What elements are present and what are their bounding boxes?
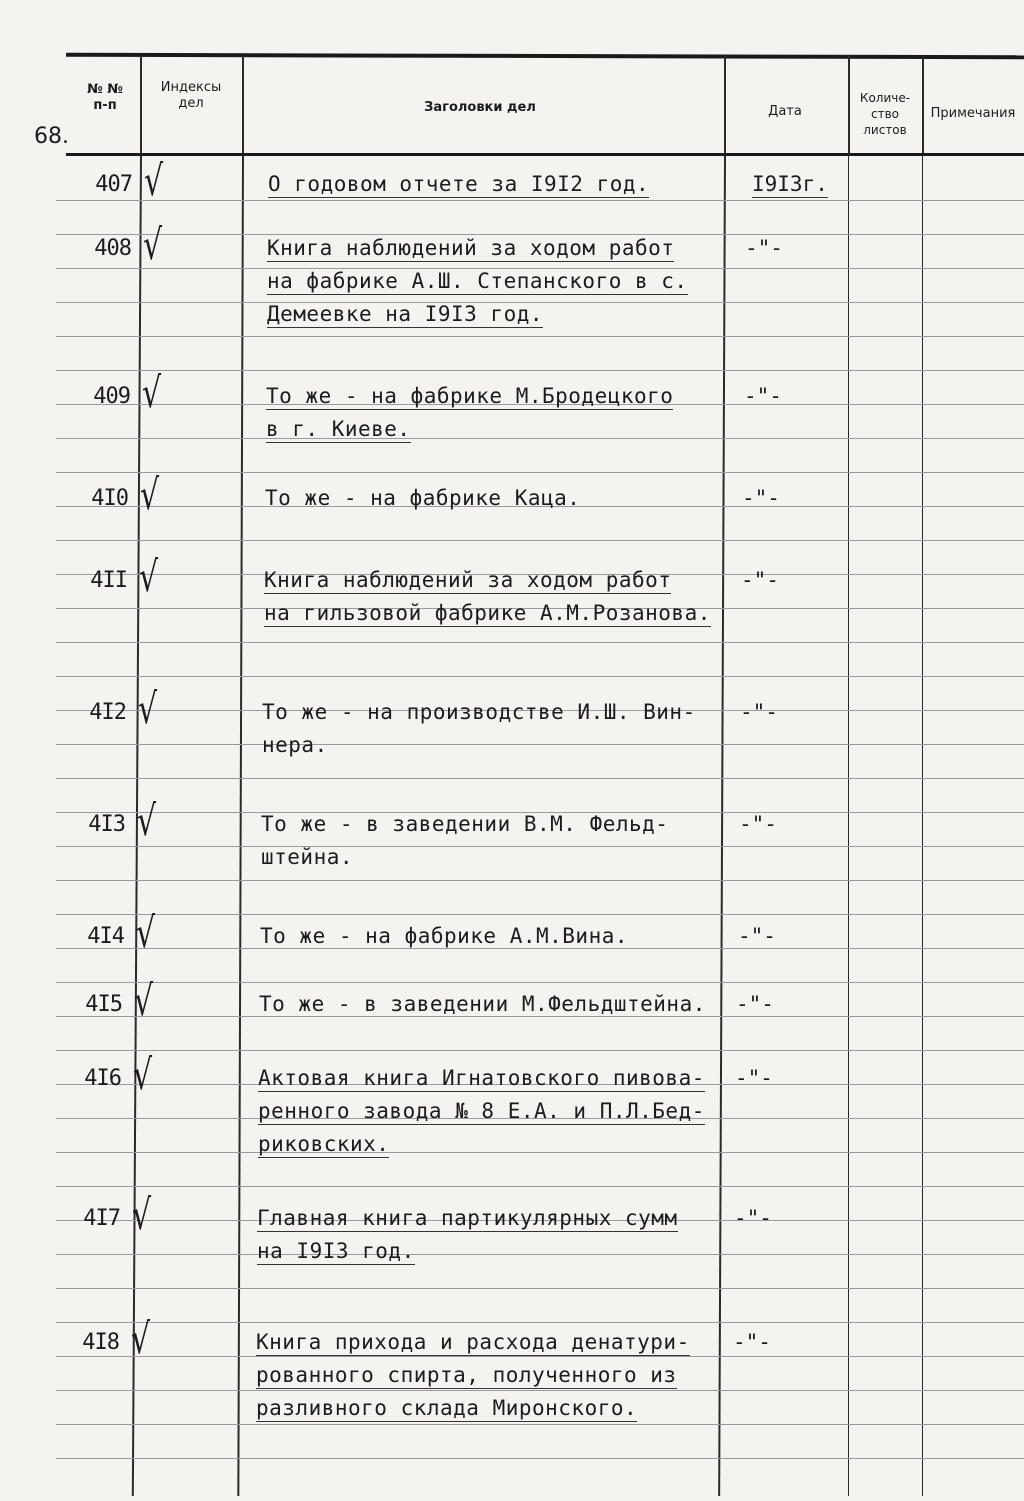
header-number: № № п-п	[87, 82, 123, 113]
record-title-line: на гильзовой фабрике А.М.Розанова.	[264, 601, 711, 625]
header-divider	[140, 56, 142, 154]
record-title-line: штейна.	[261, 845, 354, 869]
record-number: 4I4	[87, 924, 124, 949]
ruled-line	[56, 370, 1024, 371]
record-title-line: разливного склада Миронского.	[256, 1396, 638, 1420]
record-number: 407	[95, 172, 132, 197]
record-title-line: То же - на фабрике Каца.	[265, 486, 581, 510]
record-title-line: Главная книга партикулярных сумм	[257, 1206, 678, 1230]
ruled-line	[56, 438, 1024, 439]
header-sheets: Количе- ство листов	[859, 91, 911, 137]
header-notes: Примечания	[930, 106, 1016, 121]
column-divider	[237, 156, 244, 1496]
record-date: -"-	[740, 700, 778, 724]
ruled-line	[56, 1254, 1024, 1255]
ruled-line	[56, 1424, 1024, 1425]
record-title-line: рованного спирта, полученного из	[256, 1363, 677, 1387]
record-title-line: на фабрике А.Ш. Степанского в с.	[267, 269, 688, 293]
ruled-line	[56, 846, 1024, 847]
checkmark-icon: √	[134, 977, 154, 1026]
record-date: -"-	[741, 568, 779, 592]
ruled-line	[56, 1322, 1024, 1323]
record-title-line: О годовом отчете за I9I2 год.	[268, 172, 650, 196]
record-number: 409	[93, 384, 130, 409]
header-index: Индексы дел	[160, 80, 222, 111]
record-title-line: нера.	[262, 733, 328, 757]
record-date: -"-	[744, 384, 782, 408]
record-title-line: То же - в заведении М.Фельдштейна.	[259, 992, 706, 1016]
checkmark-icon: √	[142, 369, 162, 418]
header-divider	[724, 56, 726, 154]
record-number: 408	[94, 236, 131, 261]
header-divider	[922, 56, 924, 154]
ruled-line	[56, 744, 1024, 745]
record-title-line: Актовая книга Игнатовского пивова-	[258, 1066, 705, 1090]
ruled-line	[56, 1016, 1024, 1017]
checkmark-icon: √	[131, 1315, 151, 1364]
record-date: -"-	[738, 924, 776, 948]
checkmark-icon: √	[132, 1191, 152, 1240]
record-title-line: Книга прихода и расхода денатури-	[256, 1330, 690, 1354]
record-date: -"-	[734, 1206, 772, 1230]
column-divider	[922, 156, 923, 1496]
record-title-line: Демеевке на I9I3 год.	[267, 302, 544, 326]
checkmark-icon: √	[136, 909, 156, 958]
ruled-line	[56, 1152, 1024, 1153]
record-date: -"-	[742, 486, 780, 510]
ruled-line	[56, 948, 1024, 949]
ruled-line	[56, 676, 1024, 677]
checkmark-icon: √	[140, 471, 160, 520]
record-title-line: на I9I3 год.	[257, 1239, 415, 1263]
ruled-line	[56, 234, 1024, 235]
header-bottom-rule	[66, 153, 1024, 156]
ruled-line	[56, 1186, 1024, 1187]
record-number: 4I7	[83, 1206, 120, 1231]
ruled-line	[56, 1288, 1024, 1289]
record-number: 4I5	[85, 992, 122, 1017]
checkmark-icon: √	[133, 1051, 153, 1100]
header-divider	[242, 56, 244, 154]
record-date: -"-	[733, 1330, 771, 1354]
checkmark-icon: √	[137, 797, 157, 846]
record-number: 4I6	[84, 1066, 121, 1091]
record-number: 4I8	[82, 1330, 119, 1355]
page-number: 68.	[34, 124, 69, 149]
ruled-line	[56, 472, 1024, 473]
record-number: 4I0	[91, 486, 128, 511]
record-date: -"-	[739, 812, 777, 836]
ruled-line	[56, 1356, 1024, 1357]
ruled-line	[56, 540, 1024, 541]
ruled-line	[56, 642, 1024, 643]
record-title-line: Книга наблюдений за ходом работ	[267, 236, 675, 260]
ruled-line	[56, 880, 1024, 881]
checkmark-icon: √	[138, 685, 158, 734]
record-title-line: Книга наблюдений за ходом работ	[264, 568, 672, 592]
ruled-line	[56, 778, 1024, 779]
checkmark-icon: √	[143, 221, 163, 270]
record-number: 4I3	[88, 812, 125, 837]
ruled-line	[56, 982, 1024, 983]
record-title-line: риковских.	[258, 1132, 390, 1156]
header-date: Дата	[768, 104, 802, 119]
ruled-line	[56, 1050, 1024, 1051]
ruled-line	[56, 1390, 1024, 1391]
checkmark-icon: √	[144, 157, 164, 206]
ruled-line	[56, 336, 1024, 337]
record-date: I9I3г.	[752, 172, 828, 196]
record-title-line: ренного завода № 8 Е.А. и П.Л.Бед-	[258, 1099, 705, 1123]
record-date: -"-	[736, 992, 774, 1016]
record-number: 4I2	[89, 700, 126, 725]
header-top-rule	[66, 53, 1024, 60]
column-divider	[718, 156, 726, 1496]
ruled-line	[56, 914, 1024, 915]
record-title-line: в г. Киеве.	[266, 417, 411, 441]
column-divider	[848, 156, 849, 1496]
record-date: -"-	[745, 236, 783, 260]
record-number: 4II	[90, 568, 127, 593]
checkmark-icon: √	[139, 553, 159, 602]
ruled-line	[56, 1458, 1024, 1459]
record-title-line: То же - на фабрике А.М.Вина.	[260, 924, 629, 948]
record-date: -"-	[735, 1066, 773, 1090]
record-title-line: То же - на фабрике М.Бродецкого	[266, 384, 674, 408]
ruled-line	[56, 200, 1024, 201]
record-title-line: То же - в заведении В.М. Фельд-	[261, 812, 669, 836]
header-title: Заголовки дел	[424, 100, 536, 115]
record-title-line: То же - на производстве И.Ш. Вин-	[262, 700, 696, 724]
